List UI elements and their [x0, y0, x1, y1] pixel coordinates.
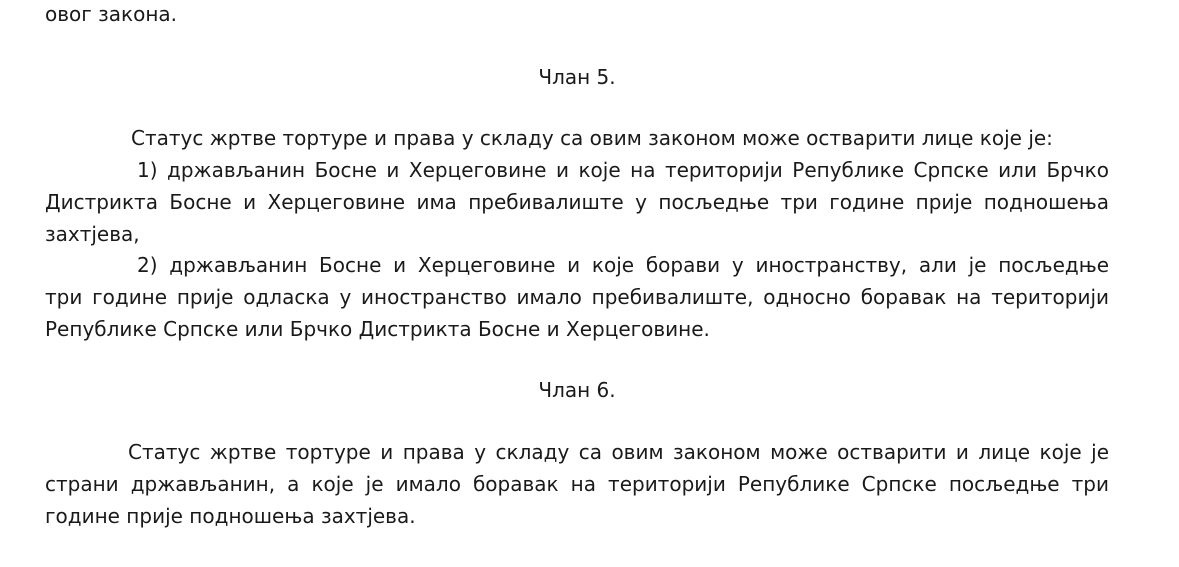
- article-5-heading: Члан 5.: [538, 65, 616, 89]
- article-5-item-1-line-3: захтјева,: [45, 222, 140, 246]
- article-5-item-1-line-2: Дистрикта Босне и Херцеговине има пребивалиште у посљедње три године прије подношења: [45, 190, 1109, 214]
- top-fragment: овог закона.: [45, 2, 178, 26]
- article-5-item-2-line-3: Републике Српске или Брчко Дистрикта Босне и Херцеговине.: [45, 317, 710, 341]
- article-5-intro: Статус жртве тортуре и права у складу са овим законом може остварити лице које је:: [131, 126, 1053, 150]
- article-6-heading: Члан 6.: [538, 378, 616, 402]
- article-6-line-2: страни држављанин, а које је имало боравак на територији Републике Српске посљедње три: [45, 472, 1109, 496]
- article-5-item-1-line-1: 1) држављанин Босне и Херцеговине и које на територији Републике Српске или Брчко: [137, 158, 1109, 182]
- article-6-line-3: године прије подношења захтјева.: [45, 504, 416, 528]
- article-6-line-1: Статус жртве тортуре и права у складу са овим законом може остварити и лице које је: [128, 440, 1109, 464]
- article-5-item-2-line-2: три године прије одласка у иностранство имало пребивалиште, односно боравак на територији: [45, 285, 1109, 309]
- article-5-item-2-line-1: 2) држављанин Босне и Херцеговине и које борави у иностранству, али је посљедње: [137, 253, 1109, 277]
